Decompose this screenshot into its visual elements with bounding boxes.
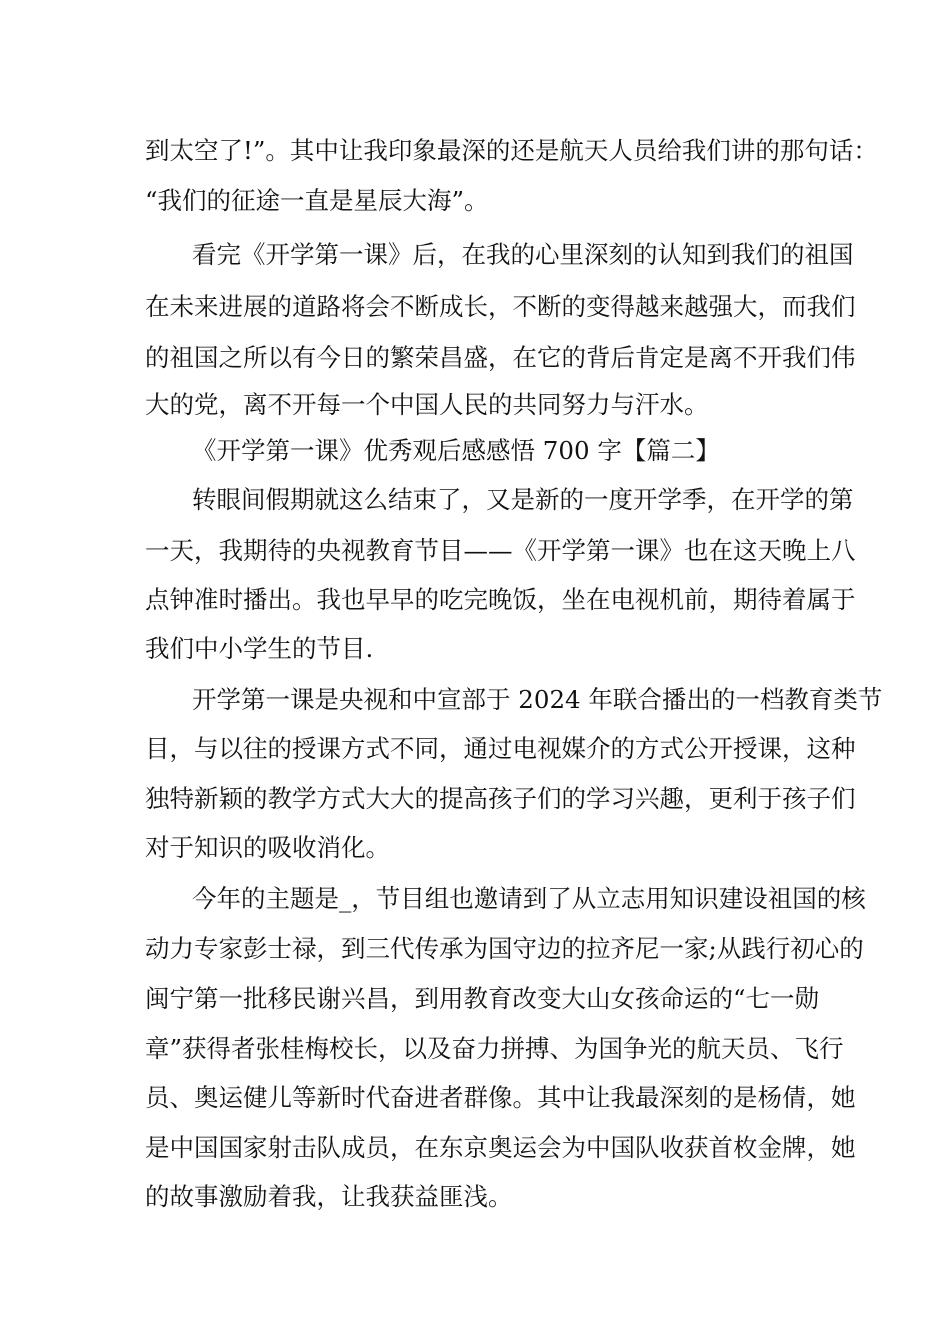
- paragraph-first-line: 开学第一课是央视和中宣部于 2024 年联合播出的一档教育类节: [192, 685, 883, 714]
- text-line: 动力专家彭士禄，到三代传承为国守边的拉齐尼一家;从践行初心的: [145, 934, 864, 963]
- section-heading: 《开学第一课》优秀观后感感悟 700 字【篇二】: [192, 436, 720, 465]
- text-line: 大的党，离不开每一个中国人民的共同努力与汗水。: [145, 390, 709, 419]
- text-line: 独特新颖的教学方式大大的提高孩子们的学习兴趣，更利于孩子们: [145, 784, 856, 813]
- text-line: 对于知识的吸收消化。: [145, 833, 390, 862]
- text-line: 的祖国之所以有今日的繁荣昌盛，在它的背后肯定是离不开我们伟: [145, 343, 856, 372]
- text-line: 的故事激励着我，让我获益匪浅。: [145, 1182, 513, 1211]
- text-line: 在未来进展的道路将会不断成长，不断的变得越来越强大，而我们: [145, 292, 856, 321]
- text-line: 章”获得者张桂梅校长，以及奋力拼搏、为国争光的航天员、飞行: [145, 1034, 844, 1063]
- text-line: 员、奥运健儿等新时代奋进者群像。其中让我最深刻的是杨倩，她: [145, 1083, 856, 1112]
- text-line: 目，与以往的授课方式不同，通过电视媒介的方式公开授课，这种: [145, 734, 856, 763]
- paragraph-first-line: 转眼间假期就这么结束了，又是新的一度开学季，在开学的第: [192, 485, 854, 514]
- text-line: 一天，我期待的央视教育节目——《开学第一课》也在这天晚上八: [145, 536, 856, 565]
- paragraph-first-line: 今年的主题是_，节目组也邀请到了从立志用知识建设祖国的核: [192, 884, 866, 913]
- text-line: 是中国国家射击队成员，在东京奥运会为中国队收获首枚金牌，她: [145, 1133, 856, 1162]
- text-line: 闽宁第一批移民谢兴昌，到用教育改变大山女孩命运的“七一勋: [145, 984, 820, 1013]
- text-line: “我们的征途一直是星辰大海”。: [145, 186, 489, 215]
- paragraph-first-line: 看完《开学第一课》后，在我的心里深刻的认知到我们的祖国: [192, 240, 854, 269]
- text-line: 到太空了!”。其中让我印象最深的还是航天人员给我们讲的那句话：: [145, 136, 878, 165]
- text-line: 我们中小学生的节目.: [145, 634, 374, 663]
- text-line: 点钟准时播出。我也早早的吃完晚饭，坐在电视机前，期待着属于: [145, 585, 856, 614]
